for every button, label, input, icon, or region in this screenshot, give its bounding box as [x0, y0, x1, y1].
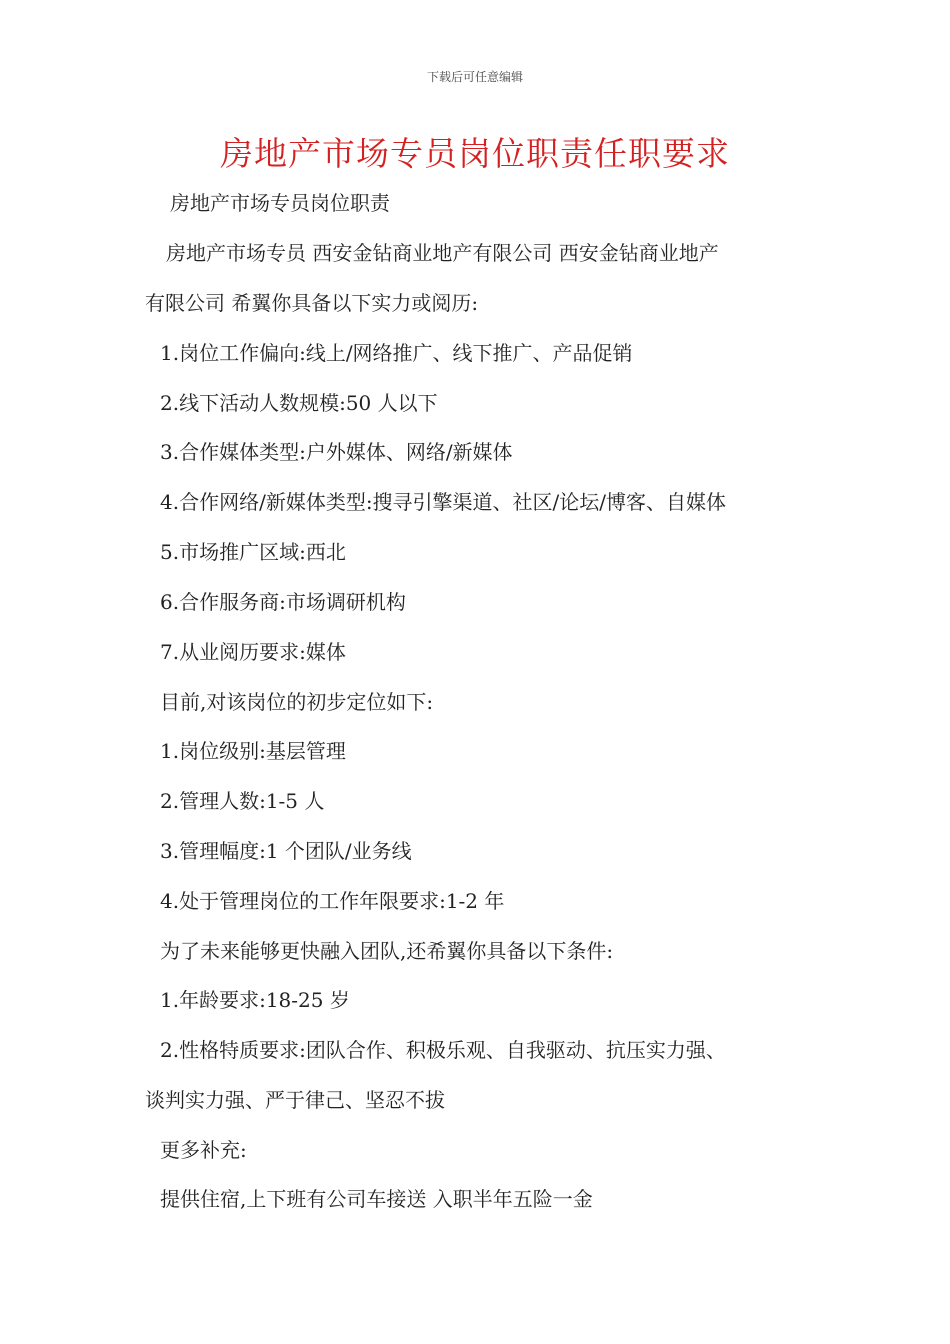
list-item: 5.市场推广区域:西北: [160, 540, 346, 564]
section-heading: 更多补充:: [160, 1138, 247, 1162]
list-item-continuation: 谈判实力强、严于律己、坚忍不拔: [145, 1088, 445, 1112]
list-item: 7.从业阅历要求:媒体: [160, 640, 346, 664]
list-item: 3.管理幅度:1 个团队/业务线: [160, 839, 412, 863]
list-item: 1.年龄要求:18-25 岁: [160, 988, 350, 1012]
list-item: 1.岗位级别:基层管理: [160, 739, 346, 763]
page-title: 房地产市场专员岗位职责任职要求: [220, 134, 730, 173]
list-item: 1.岗位工作偏向:线上/网络推广、线下推广、产品促销: [160, 341, 633, 365]
section-heading: 为了未来能够更快融入团队,还希翼你具备以下条件:: [160, 939, 614, 963]
list-item: 4.合作网络/新媒体类型:搜寻引擎渠道、社区/论坛/博客、自媒体: [160, 490, 727, 514]
body-line: 提供住宿,上下班有公司车接送 入职半年五险一金: [160, 1187, 593, 1211]
body-line-subtitle: 房地产市场专员岗位职责: [170, 191, 390, 215]
header-note: 下载后可任意编辑: [426, 70, 523, 84]
section-heading: 目前,对该岗位的初步定位如下:: [160, 690, 434, 714]
body-line: 房地产市场专员 西安金钻商业地产有限公司 西安金钻商业地产: [166, 241, 719, 265]
list-item: 3.合作媒体类型:户外媒体、网络/新媒体: [160, 440, 513, 464]
list-item: 2.线下活动人数规模:50 人以下: [160, 391, 438, 415]
list-item: 2.管理人数:1-5 人: [160, 789, 325, 813]
body-line: 有限公司 希翼你具备以下实力或阅历:: [145, 291, 479, 315]
list-item: 2.性格特质要求:团队合作、积极乐观、自我驱动、抗压实力强、: [160, 1038, 726, 1062]
list-item: 4.处于管理岗位的工作年限要求:1-2 年: [160, 889, 505, 913]
list-item: 6.合作服务商:市场调研机构: [160, 590, 406, 614]
